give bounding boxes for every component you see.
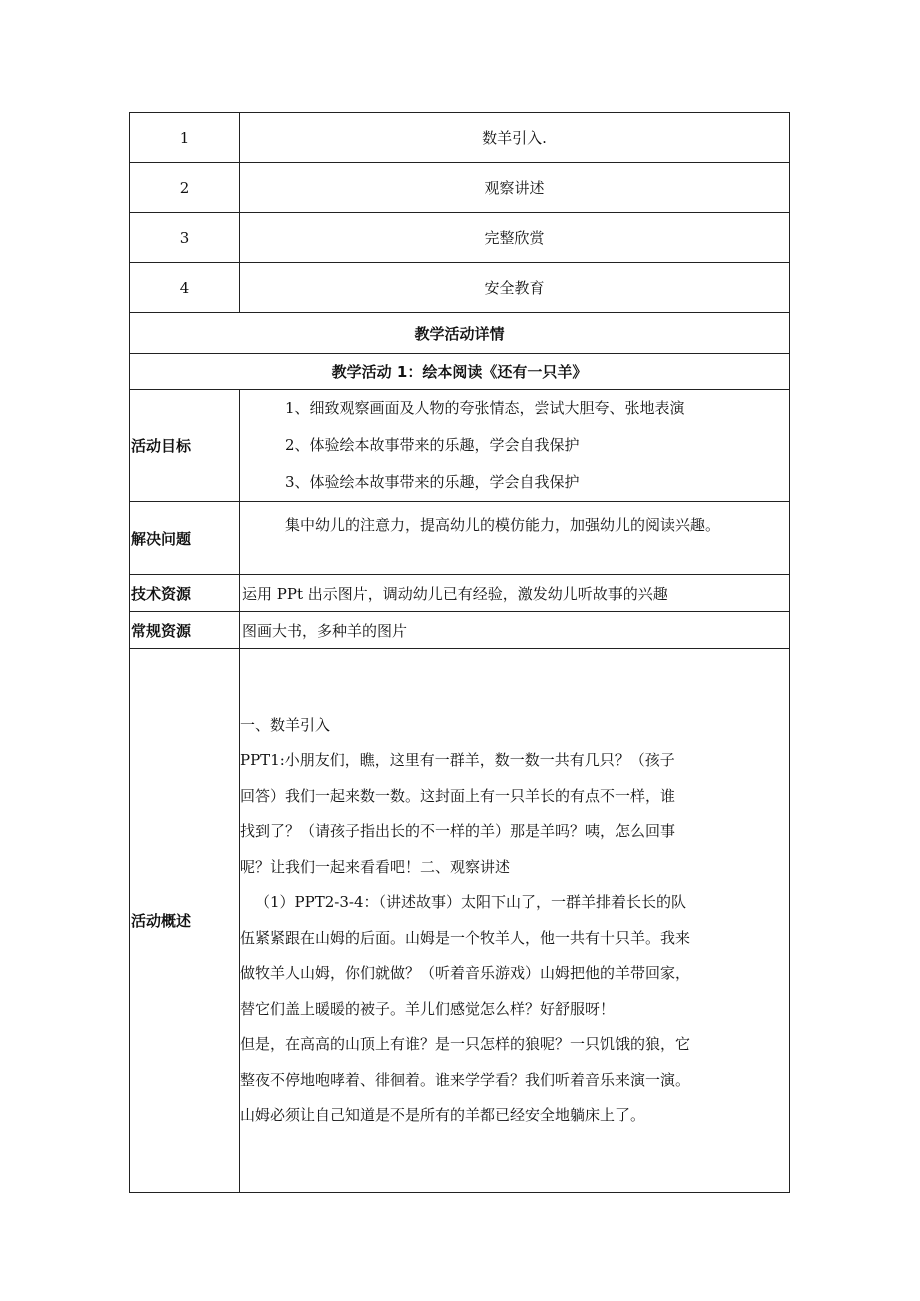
overview-line: 替它们盖上暖暖的被子。羊儿们感觉怎么样？好舒服呀！ — [240, 999, 616, 1018]
tech-row — [130, 575, 790, 612]
overview-line: 整夜不停地咆哮着、徘徊着。谁来学学看？我们听着音乐来演一演。 — [240, 1070, 691, 1089]
overview-line: 回答）我们一起来数一数。这封面上有一只羊长的有点不一样，谁 — [240, 786, 676, 805]
overview-row — [130, 649, 790, 1193]
problem-text: 集中幼儿的注意力，提高幼儿的模仿能力，加强幼儿的阅读兴趣。 — [285, 516, 721, 534]
goals-row — [130, 390, 790, 502]
section-title: 教学活动详情 — [130, 313, 790, 354]
overview-label: 活动概述 — [130, 649, 240, 1193]
overview-line: PPT1:小朋友们，瞧，这里有一群羊，数一数一共有几只？（孩子 — [240, 751, 675, 769]
overview-line: 伍紧紧跟在山姆的后面。山姆是一个牧羊人，他一共有十只羊。我来 — [240, 928, 691, 947]
problem-row — [130, 502, 790, 575]
activity-title: 教学活动 1：绘本阅读《还有一只羊》 — [130, 354, 790, 390]
activity-title-row — [130, 354, 790, 390]
step-number: 3 — [130, 213, 240, 263]
overview-line: 做牧羊人山姆，你们就做？（听着音乐游戏）山姆把他的羊带回家， — [240, 964, 691, 982]
section-title-row — [130, 313, 790, 354]
step-number: 2 — [130, 163, 240, 213]
step-row — [130, 263, 790, 313]
regular-text: 图画大书，多种羊的图片 — [240, 612, 790, 649]
step-number: 1 — [130, 113, 240, 163]
tech-text: 运用 PPt 出示图片，调动幼儿已有经验，激发幼儿听故事的兴趣 — [240, 575, 790, 612]
goal-item: 2、体验绘本故事带来的乐趣，学会自我保护 — [285, 436, 580, 454]
overview-line: 呢？让我们一起来看看吧！二、观察讲述 — [240, 857, 511, 876]
step-label: 数羊引入. — [240, 113, 790, 163]
overview-line: （1）PPT2-3-4：（讲述故事）太阳下山了，一群羊排着长长的队 — [255, 893, 687, 911]
step-label: 观察讲述 — [240, 163, 790, 213]
step-row — [130, 213, 790, 263]
problem-cell — [240, 502, 790, 575]
step-label: 安全教育 — [240, 263, 790, 313]
step-label: 完整欣赏 — [240, 213, 790, 263]
tech-label: 技术资源 — [130, 575, 240, 612]
goal-item: 1、细致观察画面及人物的夸张情态，尝试大胆夸、张地表演 — [285, 399, 685, 417]
step-row — [130, 113, 790, 163]
goals-list — [240, 390, 790, 502]
overview-line: 但是，在高高的山顶上有谁？是一只怎样的狼呢？一只饥饿的狼，它 — [240, 1035, 691, 1053]
overview-line: 找到了？（请孩子指出长的不一样的羊）那是羊吗？咦，怎么回事 — [240, 822, 676, 840]
step-row — [130, 163, 790, 213]
step-number: 4 — [130, 263, 240, 313]
goals-label: 活动目标 — [130, 390, 240, 502]
overview-line: 山姆必须让自己知道是不是所有的羊都已经安全地躺床上了。 — [240, 1106, 646, 1124]
regular-row — [130, 612, 790, 649]
problem-label: 解决问题 — [130, 502, 240, 575]
lesson-table — [129, 112, 790, 1193]
goal-item: 3、体验绘本故事带来的乐趣，学会自我保护 — [285, 473, 580, 491]
overview-line: 一、数羊引入 — [240, 715, 331, 734]
regular-label: 常规资源 — [130, 612, 240, 649]
overview-body — [240, 649, 790, 1193]
